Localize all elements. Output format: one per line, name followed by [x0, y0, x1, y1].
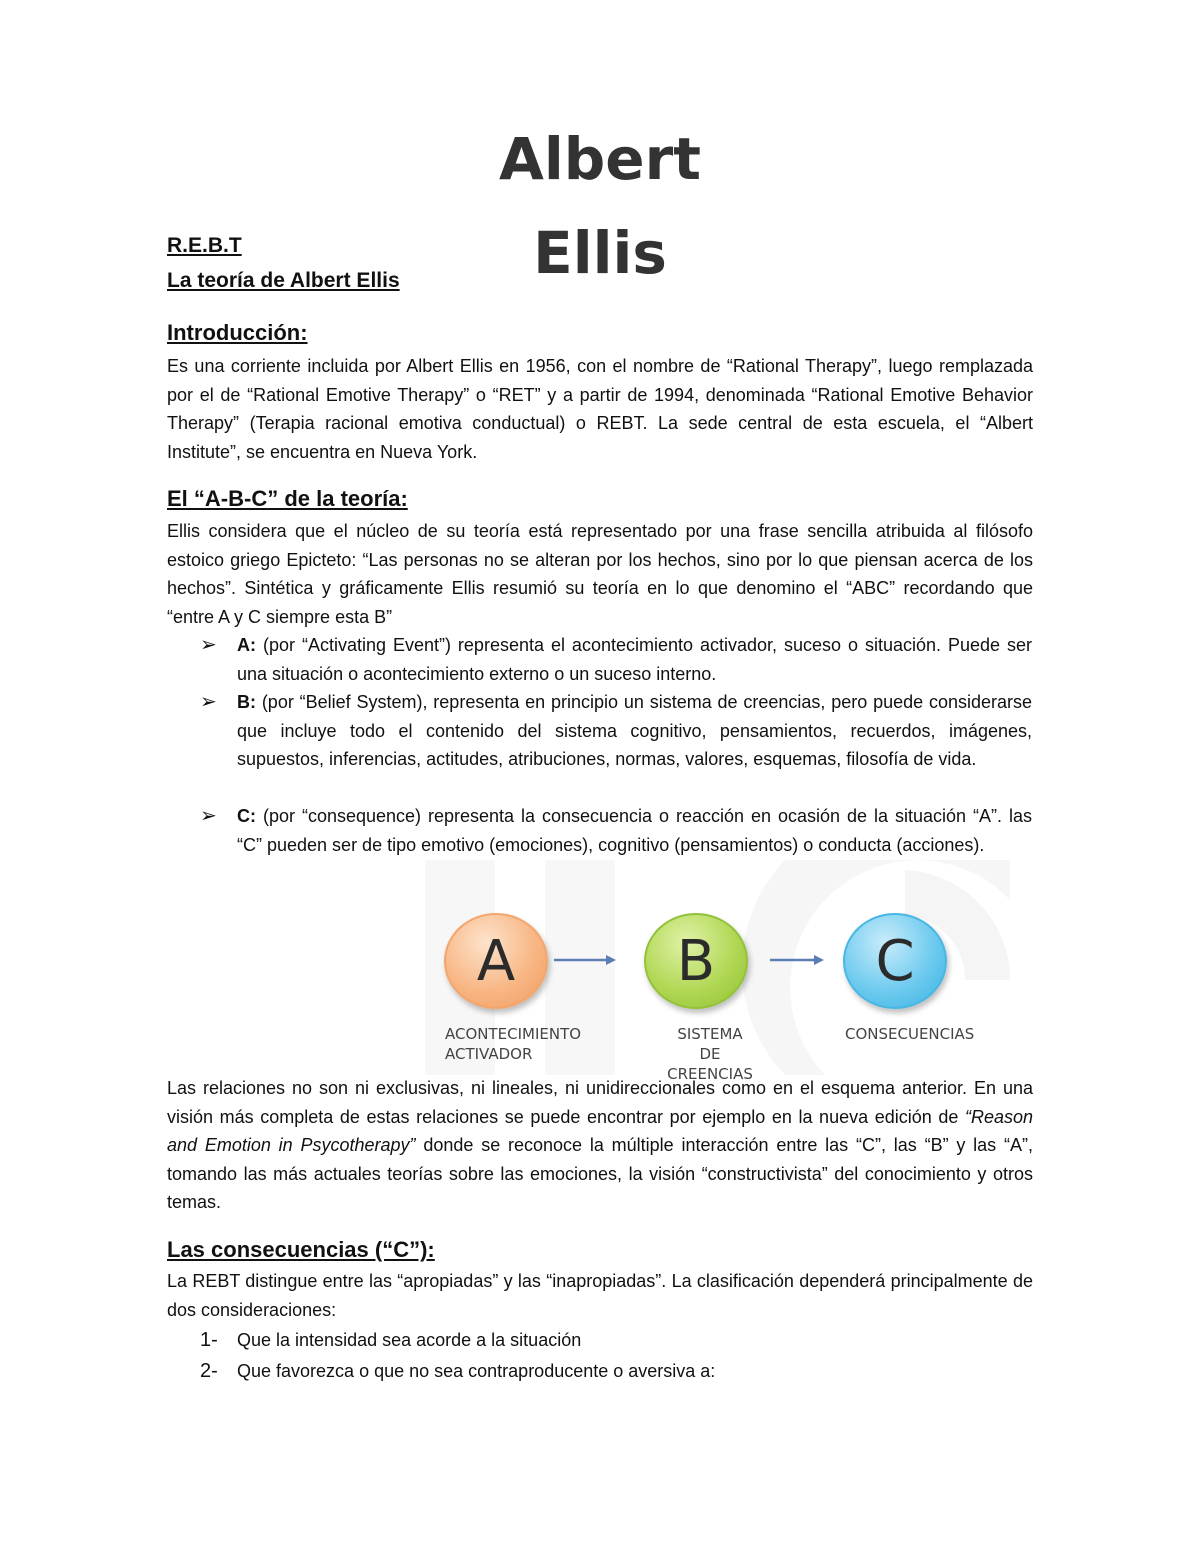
node-b-label: SISTEMA DE CREENCIAS [667, 1025, 753, 1083]
list-item [200, 1325, 1030, 1356]
bullet-key: C: [237, 806, 256, 826]
consequences-paragraph: La REBT distingue entre las “apropiadas” y las “inapropiadas”. La clasificación dependerá principalmente de dos consideraciones: [167, 1271, 1033, 1320]
consequences-list [200, 1325, 1030, 1387]
arrow-bullet-icon: ➢ [200, 691, 217, 713]
list-number: 2- [200, 1360, 218, 1382]
arrow-bullet-icon: ➢ [200, 634, 217, 656]
list-text: Que la intensidad sea acorde a la situación [237, 1330, 582, 1350]
bullet-text: (por “consequence) representa la consecuencia o reacción en ocasión de la situación “A”. las “C” pueden ser de tipo emotivo (emociones), cognitivo (pensamientos) o conducta (acciones). [237, 806, 1032, 855]
node-c-letter: C [875, 928, 915, 994]
intro-paragraph: Es una corriente incluida por Albert Ellis en 1956, con el nombre de “Rational Therapy”, luego remplazada por el de “Rational Emotive Therapy” o “RET” y a partir de 1994, denominada “Rational Emotive Behavior Therapy” (Terapia racional emotiva conductual) o REBT. La sede central de esta escuela, el “Albert Institute”, se encuentra en Nueva York. [167, 356, 1033, 462]
rebt-heading: R.E.B.T [167, 234, 242, 257]
list-number: 1- [200, 1329, 218, 1351]
title-line-2: Ellis [533, 219, 667, 287]
relations-paragraph: Las relaciones no son ni exclusivas, ni lineales, ni unidireccionales como en el esquema anterior. En una visión más completa de estas relaciones se puede encontrar por ejemplo en la nueva edición de “Reason and Emotion in Psycotherapy” donde se reconoce la múltiple interacción entre las “C”, las “B” y las “A”, tomando las más actuales teorías sobre las emociones, la visión “constructivista” del conocimiento y otros temas. [167, 1078, 1033, 1212]
bullet-text: (por “Activating Event”) representa el acontecimiento activador, suceso o situación. Puede ser una situación o acontecimiento externo o un suceso interno. [237, 635, 1032, 684]
intro-heading: Introducción: [167, 320, 308, 345]
arrow-bullet-icon: ➢ [200, 805, 217, 827]
list-text: Que favorezca o que no sea contraproducente o aversiva a: [237, 1361, 716, 1381]
node-a-label: ACONTECIMIENTO ACTIVADOR [445, 1025, 582, 1063]
consequences-heading: Las consecuencias (“C”): [167, 1237, 435, 1262]
node-b-circle [644, 913, 748, 1009]
title-line-1: Albert [499, 125, 701, 193]
list-item [200, 688, 1070, 802]
node-b-letter: B [676, 928, 716, 994]
abc-heading: El “A-B-C” de la teoría: [167, 486, 408, 511]
node-c-label: CONSECUENCIAS [845, 1025, 975, 1043]
abc-paragraph: Ellis considera que el núcleo de su teoría está representado por una frase sencilla atribuida al filósofo estoico griego Epicteto: “Las personas no se alteran por los hechos, sino por lo que piensan acerca de los hechos”. Sintética y gráficamente Ellis resumió su teoría en lo que denomino el “ABC” recordando que “entre A y C siempre esta B” [167, 521, 1033, 627]
theory-subtitle: La teoría de Albert Ellis [167, 269, 400, 292]
node-a-circle [444, 913, 548, 1009]
list-item [200, 1356, 1030, 1387]
bullet-key: B: [237, 692, 256, 712]
node-c-circle [843, 913, 947, 1009]
book-title: “Reason and Emotion in Psycotherapy” [167, 1106, 1033, 1155]
bullet-text: (por “Belief System), representa en principio un sistema de creencias, pero puede considerarse que incluye todo el contenido del sistema cognitivo, pensamientos, recuerdos, imágenes, supuestos, inferencias, actitudes, atribuciones, normas, valores, esquemas, filosofía de vida. [237, 692, 1032, 769]
node-a-letter: A [476, 928, 516, 994]
abc-diagram [430, 905, 990, 1083]
arrow-b-to-c-icon [770, 953, 826, 967]
abc-bullet-list [200, 631, 1070, 888]
arrow-a-to-b-icon [554, 953, 618, 967]
document-title [450, 112, 750, 300]
list-item [200, 631, 1070, 688]
bullet-key: A: [237, 635, 256, 655]
